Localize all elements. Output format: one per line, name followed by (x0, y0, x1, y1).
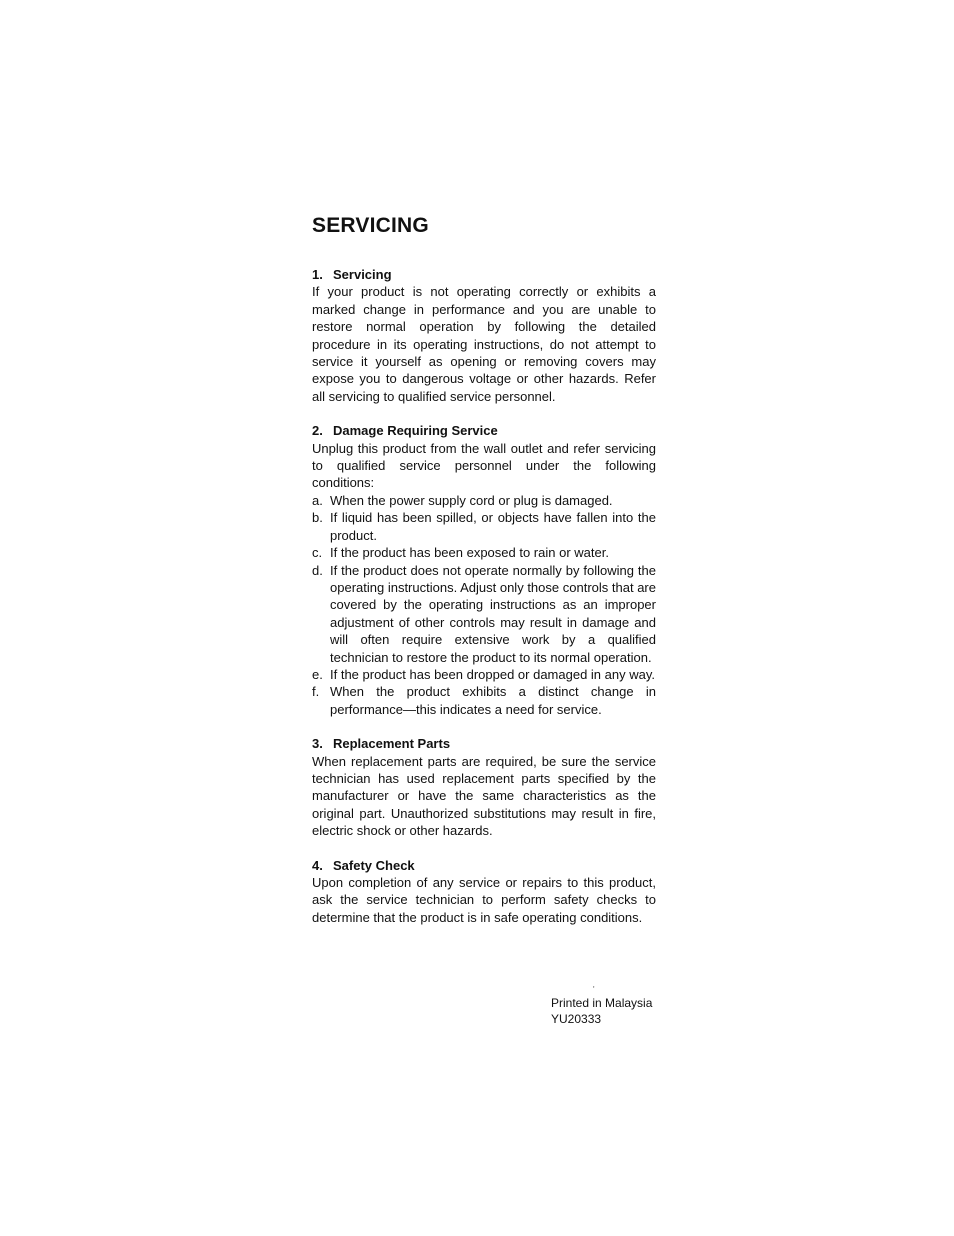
list-marker: e. (312, 666, 323, 682)
section-heading (312, 735, 656, 752)
print-speck: ‚ (593, 982, 595, 989)
list-item-text: If the product does not operate normally by following the operating instructions. Adjust only those controls that are covered by the operating instructions as an improper adjustment of other controls may result in damage and will often require extensive work by a qualified technician to restore the product to its normal operation. (330, 562, 656, 665)
servicing-page (312, 212, 656, 943)
list-item (312, 544, 656, 561)
section-body: If your product is not operating correctly or exhibits a marked change in performance and you are unable to restore normal operation by following the detailed procedure in its operating instructions, do not attempt to service it yourself as opening or removing covers may expose you to dangerous voltage or other hazards. Refer all servicing to qualified service personnel. (312, 284, 656, 404)
printed-in-label: Printed in Malaysia (551, 996, 653, 1010)
section-body: Unplug this product from the wall outlet and refer servicing to qualified service personnel under the following conditions: (312, 440, 656, 491)
section-servicing (312, 266, 656, 405)
section-number: 4. (312, 857, 323, 873)
section-heading (312, 266, 656, 283)
list-item (312, 492, 656, 509)
section-safety-check (312, 857, 656, 927)
section-heading-text: Safety Check (333, 857, 415, 873)
list-item (312, 666, 656, 683)
conditions-list (312, 492, 656, 718)
list-marker: c. (312, 545, 323, 561)
section-damage-requiring-service (312, 422, 656, 718)
list-marker: b. (312, 510, 323, 526)
print-footer (551, 996, 652, 1027)
section-heading-text: Damage Requiring Service (333, 423, 498, 439)
list-marker: a. (312, 492, 323, 508)
section-heading (312, 857, 656, 874)
section-heading (312, 422, 656, 439)
section-body: When replacement parts are required, be sure the service technician has used replacement parts specified by the manufacturer or have the same characteristics as the original part. Unauthorized substitutions may result in fire, electric shock or other hazards. (312, 753, 656, 839)
list-item (312, 509, 656, 544)
list-item-text: If liquid has been spilled, or objects have fallen into the product. (330, 510, 656, 543)
list-marker: d. (312, 562, 323, 578)
list-item (312, 683, 656, 718)
section-replacement-parts (312, 735, 656, 839)
section-number: 1. (312, 267, 323, 282)
list-item-text: When the power supply cord or plug is damaged. (330, 492, 613, 508)
list-item-text: When the product exhibits a distinct change in performance—this indicates a need for service. (330, 684, 656, 717)
list-item-text: If the product has been dropped or damaged in any way. (330, 666, 655, 682)
section-body: Upon completion of any service or repairs to this product, ask the service technician to perform safety checks to determine that the product is in safe operating conditions. (312, 875, 656, 925)
document-code: YU20333 (551, 1011, 602, 1026)
section-heading-text: Replacement Parts (333, 736, 451, 752)
list-item-text: If the product has been exposed to rain or water. (330, 545, 609, 561)
list-marker: f. (312, 684, 320, 700)
section-number: 3. (312, 736, 323, 752)
page-title: SERVICING (312, 214, 429, 237)
section-number: 2. (312, 423, 323, 439)
section-heading-text: Servicing (333, 267, 392, 282)
list-item (312, 562, 656, 666)
